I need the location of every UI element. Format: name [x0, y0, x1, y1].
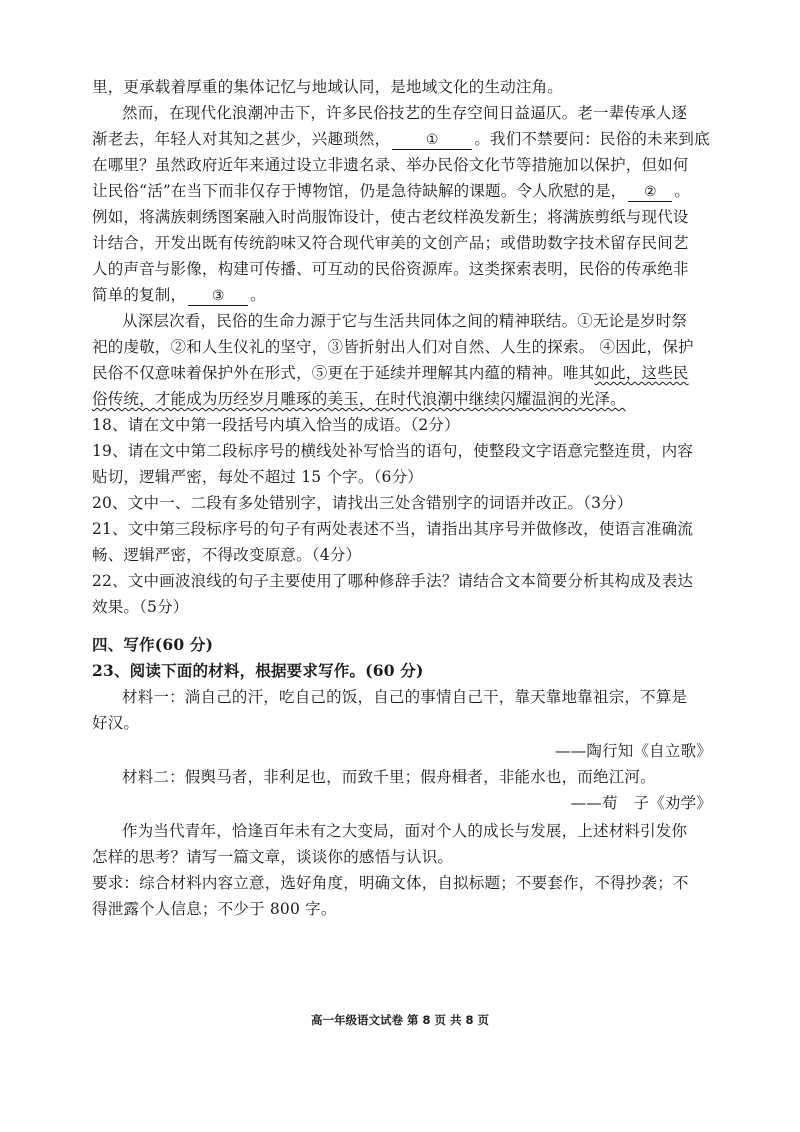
passage-p3-line1: 从深层次看，民俗的生命力源于它与生活共同体之间的精神联结。①无论是岁时祭: [122, 312, 688, 330]
passage-p2-line3: 在哪里？虽然政府近年来通过设立非遗名录、举办民俗文化节等措施加以保护，但如何: [92, 156, 689, 174]
material-2-line1: 材料二：假舆马者，非利足也，而致千里；假舟楫者，非能水也，而绝江河。: [122, 768, 656, 786]
passage-p3-line3: [92, 362, 712, 384]
question-18: 18、请在文中第一段括号内填入恰当的成语。（2分）: [92, 416, 460, 434]
passage-p2-line2-b: 。我们不禁要问：民俗的未来到底: [474, 130, 710, 148]
wavy-sentence-start: 如此，这些民: [594, 364, 689, 382]
passage-p2-line7: 人的声音与影像，构建可传播、可互动的民俗资源库。这类探索表明，民俗的传承绝非: [92, 260, 689, 278]
passage-p2-line4-a: 让民俗“活”在当下而非仅存于博物馆，仍是急待缺解的课题。令人欣慰的是，: [92, 182, 627, 200]
material-2-source: ——荀 子《劝学》: [570, 794, 712, 812]
passage-p3-line4: [92, 388, 712, 410]
material-1-line2: 好汉。: [92, 714, 140, 732]
writing-prompt-line2: 怎样的思考？请写一篇文章，谈谈你的感悟与认识。: [92, 848, 454, 866]
question-23-title: 23、阅读下面的材料，根据要求写作。(60 分): [92, 661, 424, 680]
passage-p1-end: 里，更承载着厚重的集体记忆与地域认同，是地域文化的生动注角。: [92, 78, 564, 96]
material-1-line1: 材料一：淌自己的汗，吃自己的饭，自己的事情自己干，靠天靠地靠祖宗，不算是: [122, 688, 688, 706]
passage-p2-line2-a: 渐老去，年轻人对其知之甚少，兴趣琐然，: [92, 130, 391, 148]
blank-2-number: ②: [643, 184, 657, 200]
writing-prompt-line1: 作为当代青年，恰逢百年未有之大变局，面对个人的成长与发展，上述材料引发你: [122, 822, 688, 840]
section-title-writing: 四、写作(60 分): [92, 635, 214, 654]
passage-p2-line8: [92, 284, 712, 306]
blank-1-number: ①: [425, 132, 439, 148]
fill-blank-2: [628, 182, 672, 202]
passage-p2-line4: [92, 180, 712, 202]
fill-blank-1: [392, 130, 472, 150]
blank-3-number: ③: [211, 288, 225, 304]
passage-p2-line5: 例如，将满族刺绣图案融入时尚服饰设计，使古老纹样涣发新生；将满族剪纸与现代设: [92, 208, 689, 226]
question-19-line2: 贴切，逻辑严密，每处不超过 15 个字。（6分）: [92, 468, 423, 486]
question-22-line2: 效果。（5分）: [92, 598, 189, 616]
passage-p2-line4-b: 。: [674, 182, 691, 200]
question-21-line1: 21、文中第三段标序号的句子有两处表述不当，请指出其序号并做修改，使语言准确流: [92, 520, 694, 538]
page-footer: 高一年级语文试卷 第 8 页 共 8 页: [310, 1013, 490, 1027]
passage-p2-line1: 然而，在现代化浪潮冲击下，许多民俗技艺的生存空间日益逼仄。老一辈传承人逐: [122, 104, 688, 122]
writing-requirements-line1: 要求：综合材料内容立意，选好角度，明确文体，自拟标题；不要套作，不得抄袭；不: [92, 874, 689, 892]
material-1-source: ——陶行知《自立歌》: [554, 742, 712, 760]
question-19-line1: 19、请在文中第二段标序号的横线处补写恰当的语句，使整段文字语意完整连贯，内容: [92, 442, 694, 460]
passage-p2-line2: [92, 128, 712, 150]
passage-p2-line6: 计结合，开发出既有传统韵味又符合现代审美的文创产品；或借助数字技术留存民间艺: [92, 234, 689, 252]
question-22-line1: 22、文中画波浪线的句子主要使用了哪种修辞手法？请结合文本简要分析其构成及表达: [92, 572, 694, 590]
wavy-sentence-end: 俗传统，才能成为历经岁月雕琢的美玉，在时代浪潮中继续闪耀温润的光泽。: [92, 390, 626, 408]
question-21-line2: 畅、逻辑严密，不得改变原意。（4分）: [92, 546, 362, 564]
passage-p2-line8-b: 。: [250, 286, 266, 304]
fill-blank-3: [188, 286, 248, 306]
question-20: 20、文中一、二段有多处错别字，请找出三处含错别字的词语并改正。（3分）: [92, 494, 633, 512]
writing-requirements-line2: 得泄露个人信息；不少于 800 字。: [92, 900, 337, 918]
passage-p3-line2: 祀的虔敬，②和人生仪礼的坚守，③皆折射出人们对自然、人生的探索。 ④因此，保护: [92, 338, 694, 356]
passage-p3-line3-a: 民俗不仅意味着保护外在形式，⑤更在于延续并理解其内蕴的精神。唯其: [92, 364, 595, 382]
passage-p2-line8-a: 简单的复制，: [92, 286, 187, 304]
